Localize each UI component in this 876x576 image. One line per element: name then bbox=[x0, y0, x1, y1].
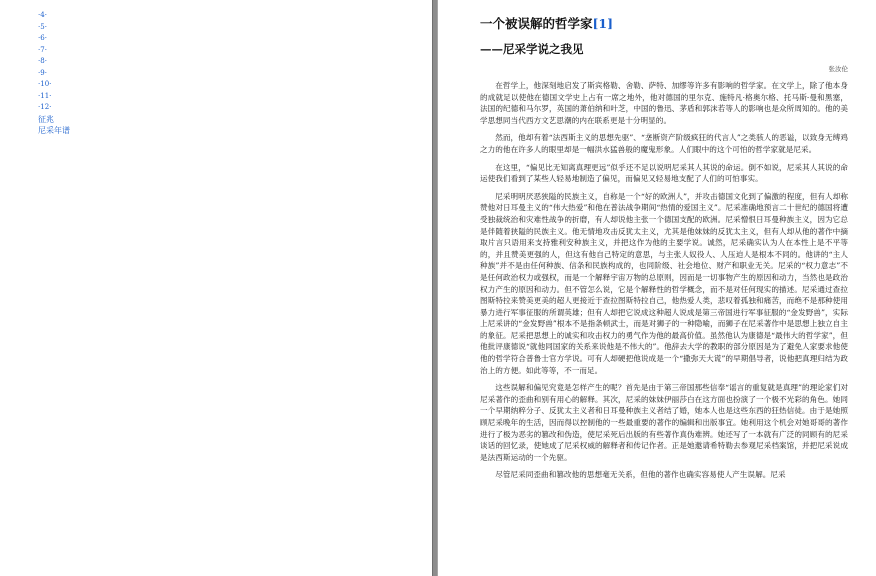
paragraph: 然而，他却有着“法西斯主义的思想先驱”、“垄断资产阶级疯狂的代言人”之类骇人的恶谥，以致身无缚鸡之力的他在许多人的眼里却是一幅洪水猛兽般的魔鬼形象。人们眼中的这个可怕的哲学家就是尼采。 bbox=[480, 133, 848, 154]
toc-item[interactable] bbox=[38, 91, 432, 103]
paragraph: 尼采明明厌恶狭隘的民族主义，自称是一个“好的欧洲人”，并攻击德国文化到了偏激的程度，但有人却称赞他对日耳曼主义的“伟大热爱”和他在普法战争期间“热情的爱国主义”。尼采准确地预言二十世纪的德国将遭受独裁统治和灾难性战争的折磨，有人却说他主张一个德国支配的欧洲。尼采憎恨日耳曼种族主义，因为它总是伴随着狭隘的民族主义。他无情地攻击反犹太主义，尤其是他妹妹的反犹太主义，但有人却从他的著作中摘取片言只语用来支持雅利安种族主义，并把这作为他的主要学说。诚然，尼采确实认为人在本性上是不平等的，并且赞美更强的人，但这有他自己特定的意思，与主张人奴役人、人压迫人是根本不同的。他讲的“主人种族”并不是由任何种族、信条和民族构成的，也同阶级、社会地位、财产和职业无关。尼采的“权力意志”不是任何政治权力或强权，而是一个解释宇宙万物的总原则，因而是一切事物产生的原因和动力，当然也是政治权力产生的原因和动力。但不管怎么说，它是个解释性的哲学概念，而不是对任何现实的描述。尼采通过查拉图斯特拉来赞美更美的超人更接近于查拉图斯特拉自己，他热爱人类，悲叹着孤独和痛苦，而绝不是那种使用暴力进行军事征服的所谓英雄；但有人却把它说成这种超人说成是第三帝国进行军事征服的“金发野兽”，实际上尼采讲的“金发野兽”根本不是指条顿武士，而是对狮子的一种隐喻，而狮子在尼采著作中是思想上独立自主的象征。尼采把思想上的诚实和攻击权力的勇气作为他的最高价值。虽然他认为康德是“最伟大的哲学家”，但他批评康德说“就他同国家的关系来说他是不伟大的”。他辞去大学的教职的部分原因是为了避免人家要求他使他的哲学符合普鲁士官方学说。可有人却硬把他说成是一个“撒弥天大谎”的早期倡导者，说他把真理归结为政治上的方便。如此等等，不一而足。 bbox=[480, 191, 848, 375]
toc-item-link[interactable]: · 10 · bbox=[38, 80, 51, 88]
toc-item-link[interactable]: · 7 · bbox=[38, 46, 47, 54]
toc-item[interactable] bbox=[38, 33, 432, 45]
toc-item[interactable] bbox=[38, 125, 432, 137]
toc-item-link[interactable]: · 9 · bbox=[38, 69, 47, 77]
toc-item-link[interactable]: 尼采年谱 bbox=[38, 126, 70, 135]
toc-list bbox=[38, 10, 432, 137]
chapter-subtitle: ——尼采学说之我见 bbox=[480, 42, 584, 56]
paragraph: 在哲学上，他深刻地启发了斯宾格勒、舍勒、萨特、加缪等许多有影响的哲学家。在文学上，除了他本身的成就足以使他在德国文学史上占有一席之地外，他对德国的里尔克、施特凡·格奥尔格、托马斯·曼和黑塞，法国的纪德和马尔罗，英国的萧伯纳和叶芝，中国的鲁迅、茅盾和郭沫若等人的影响也是众所周知的。他的美学思想同当代西方文艺思潮的内在联系更是十分明显的。 bbox=[480, 81, 848, 125]
chapter-title-text: 一个被误解的哲学家 bbox=[480, 16, 593, 31]
toc-panel bbox=[0, 0, 432, 576]
toc-item-link[interactable]: · 12 · bbox=[38, 103, 51, 111]
paragraph: 这些误解和偏见究竟是怎样产生的呢？首先是由于第三帝国那些信奉“谣言的重复就是真理”的理论家们对尼采著作的歪曲和别有用心的解释。其次，尼采的妹妹伊丽莎白在这方面也扮演了一个极不光彩的角色。她同一个早期纳粹分子、反犹太主义者和日耳曼种族主义者结了婚，她本人也是这些东西的狂热信徒。由于是她照顾尼采晚年的生活，因而得以控制他的一些最重要的著作的编辑和出版事宜。她利用这个机会对她哥哥的著作进行了极为恶劣的篡改和伪造，使尼采死后出版的有些著作真伪难辨。她还写了一本就有广泛的同顾有的尼采谈话的回忆录，使她成了尼采权威的解释者和传记作者。正是她邀请希特勒去参观尼采档案馆，并把尼采说成是法西斯运动的一个先驱。 bbox=[480, 383, 848, 462]
toc-item[interactable] bbox=[38, 102, 432, 114]
paragraph: 尽管尼采同歪曲和篡改他的思想毫无关系，但他的著作也确实容易使人产生误解。尼采 bbox=[495, 470, 786, 480]
toc-item[interactable] bbox=[38, 114, 432, 126]
chapter-title bbox=[480, 14, 848, 34]
paragraph: 在这里，“偏见比无知离真理更远”似乎还不足以说明尼采其人其说的命运。倒不如说，尼采其人其说的命运使我们看到了某些人轻易地制造了偏见，而偏见又轻易地支配了人们的可怕事实。 bbox=[480, 162, 848, 184]
toc-item[interactable] bbox=[38, 68, 432, 80]
footnote-link[interactable]: [1] bbox=[592, 16, 614, 31]
toc-item-link[interactable]: · 6 · bbox=[38, 34, 47, 42]
toc-item[interactable] bbox=[38, 22, 432, 34]
document-page bbox=[480, 14, 848, 487]
toc-item[interactable] bbox=[38, 56, 432, 68]
toc-item-link[interactable]: · 4 · bbox=[38, 11, 47, 19]
toc-item-link[interactable]: 征兆 bbox=[38, 114, 54, 124]
toc-item[interactable] bbox=[38, 10, 432, 22]
toc-item-link[interactable]: · 11 · bbox=[38, 92, 51, 100]
document-view[interactable] bbox=[438, 0, 876, 576]
toc-item[interactable] bbox=[38, 45, 432, 57]
toc-item-link[interactable]: · 8 · bbox=[38, 57, 47, 65]
author-name: 张汝伦 bbox=[828, 65, 848, 73]
toc-item[interactable] bbox=[38, 79, 432, 91]
toc-item-link[interactable]: · 5 · bbox=[38, 23, 47, 31]
